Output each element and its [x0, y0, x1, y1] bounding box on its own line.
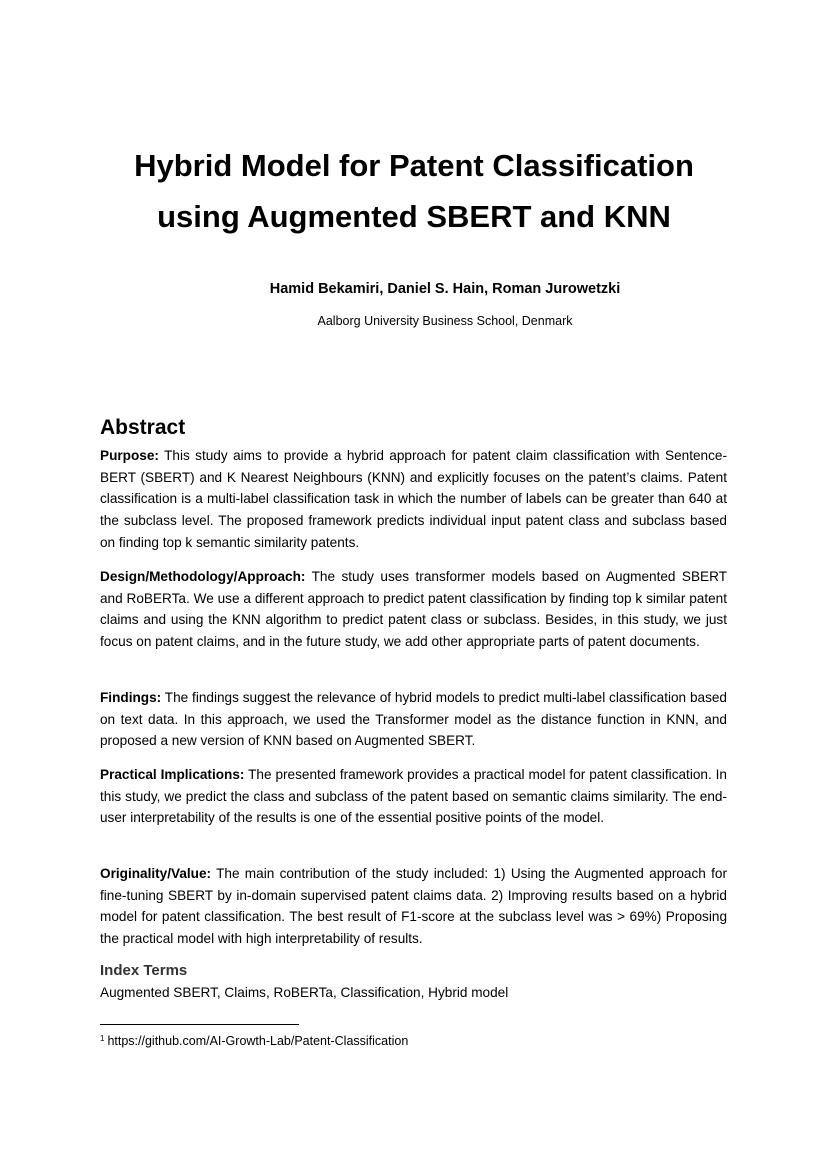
findings-text: The findings suggest the relevance of hybrid models to predict multi-label classification based on text data. In this approach, we used the Transformer model as the distance function in KNN, and proposed a new version of KNN based on Augmented SBERT.	[100, 690, 727, 749]
authors: Hamid Bekamiri, Daniel S. Hain, Roman Jurowetzki	[269, 281, 621, 297]
originality-label: Originality/Value:	[100, 866, 212, 881]
title-line-2: using Augmented SBERT and KNN	[157, 199, 671, 234]
paper-title	[40, 140, 788, 242]
abstract-originality	[100, 863, 727, 950]
abstract-design	[100, 566, 727, 653]
index-terms-heading: Index Terms	[100, 962, 188, 979]
abstract-practical	[100, 764, 727, 829]
footnote-divider	[100, 1024, 299, 1025]
design-text: The study uses transformer models based on Augmented SBERT and RoBERTa. We use a different approach to predict patent classification by finding top k similar patent claims and using the KNN algorithm to predict patent class or subclass. Besides, in this study, we just focus on patent claims, and in the future study, we add other appropriate parts of patent documents.	[100, 569, 727, 650]
findings-label: Findings:	[100, 690, 162, 705]
index-terms: Augmented SBERT, Claims, RoBERTa, Classification, Hybrid model	[100, 985, 509, 1000]
practical-text: The presented framework provides a practical model for patent classification. In this study, we predict the class and subclass of the patent based on semantic claims similarity. The end-user interpretability of the results is one of the essential positive points of the model.	[100, 767, 727, 826]
footnote-marker: 1	[100, 1034, 105, 1043]
footnote-link[interactable]: https://github.com/AI-Growth-Lab/Patent-Classification	[107, 1034, 409, 1048]
abstract-heading: Abstract	[100, 416, 186, 439]
design-label: Design/Methodology/Approach:	[100, 569, 306, 584]
abstract-purpose	[100, 445, 727, 554]
purpose-text: This study aims to provide a hybrid approach for patent claim classification with Sentence-BERT (SBERT) and K Nearest Neighbours (KNN) and explicitly focuses on the patent’s claims. Patent classification is a multi-label classification task in which the number of labels can be greater than 640 at the subclass level. The proposed framework predicts individual input patent class and subclass based on finding top k semantic similarity patents.	[100, 448, 727, 550]
footnote	[100, 1034, 408, 1048]
title-line-1: Hybrid Model for Patent Classification	[134, 148, 694, 183]
originality-text: The main contribution of the study included: 1) Using the Augmented approach for fine-tuning SBERT by in-domain supervised patent claims data. 2) Improving results based on a hybrid model for patent classification. The best result of F1-score at the subclass level was > 69%) Proposing the practical model with high interpretability of results.	[100, 866, 727, 947]
practical-label: Practical Implications:	[100, 767, 245, 782]
abstract-findings	[100, 687, 727, 752]
purpose-label: Purpose:	[100, 448, 159, 463]
affiliation: Aalborg University Business School, Denmark	[317, 314, 573, 328]
